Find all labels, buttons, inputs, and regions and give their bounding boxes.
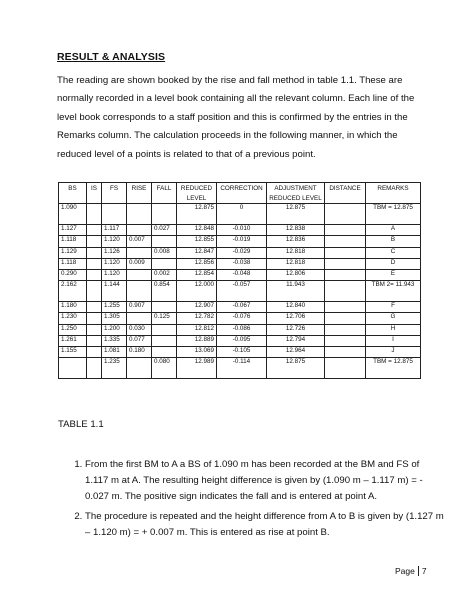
table-cell: [87, 269, 102, 280]
table-cell: [325, 204, 366, 225]
table-cell: [152, 335, 177, 346]
table-cell: [152, 204, 177, 225]
column-header: BS: [59, 183, 87, 204]
table-cell: J: [366, 346, 421, 357]
table-caption: TABLE 1.1: [58, 419, 104, 430]
table-cell: H: [366, 324, 421, 335]
table-cell: [325, 225, 366, 236]
table-row: [59, 313, 421, 324]
table-cell: [87, 358, 102, 379]
table-cell: 1.335: [102, 335, 127, 346]
table-cell: 0.027: [152, 225, 177, 236]
table-row: [59, 302, 421, 313]
table-cell: TBM = 12.875: [366, 204, 421, 225]
procedure-list: [57, 457, 445, 545]
table-cell: 0.854: [152, 281, 177, 302]
table-cell: [87, 313, 102, 324]
table-cell: 12.726: [267, 324, 325, 335]
table-cell: 12.875: [267, 204, 325, 225]
table-cell: 1.305: [102, 313, 127, 324]
table-cell: 12.854: [177, 269, 217, 280]
table-cell: 12.818: [267, 258, 325, 269]
table-cell: [325, 313, 366, 324]
column-header: REMARKS: [366, 183, 421, 204]
table-cell: [325, 324, 366, 335]
table-row: [59, 236, 421, 247]
table-cell: [325, 302, 366, 313]
column-header: FS: [102, 183, 127, 204]
page-label: Page: [395, 566, 415, 576]
table-cell: [102, 204, 127, 225]
table-header-row: [59, 183, 421, 204]
table-cell: 0.180: [127, 346, 152, 357]
table-body: [59, 204, 421, 379]
table-cell: -0.038: [217, 258, 267, 269]
table-cell: 1.235: [102, 358, 127, 379]
table-cell: 1.120: [102, 269, 127, 280]
table-cell: [127, 358, 152, 379]
table-cell: 12.889: [177, 335, 217, 346]
column-header: FALL: [152, 183, 177, 204]
table-cell: [87, 335, 102, 346]
table-cell: 0.008: [152, 247, 177, 258]
section-heading: RESULT & ANALYSIS: [57, 51, 166, 63]
table-cell: 1.127: [59, 225, 87, 236]
table-cell: 0.077: [127, 335, 152, 346]
table-cell: 1.200: [102, 324, 127, 335]
table-cell: [152, 324, 177, 335]
table-row: [59, 335, 421, 346]
table-cell: B: [366, 236, 421, 247]
table-row: [59, 358, 421, 379]
table-cell: 1.155: [59, 346, 87, 357]
table-cell: 1.120: [102, 258, 127, 269]
table-cell: 1.255: [102, 302, 127, 313]
table-cell: [127, 204, 152, 225]
table-cell: [325, 358, 366, 379]
table-cell: [127, 225, 152, 236]
table-cell: [59, 358, 87, 379]
table-row: [59, 281, 421, 302]
table-cell: [152, 346, 177, 357]
table-cell: [325, 346, 366, 357]
table-cell: 1.230: [59, 313, 87, 324]
rise-fall-table: [58, 182, 421, 379]
table-cell: [87, 236, 102, 247]
table-cell: 12.706: [267, 313, 325, 324]
table-cell: 12.000: [177, 281, 217, 302]
table-cell: [325, 269, 366, 280]
table-cell: 12.856: [177, 258, 217, 269]
table-cell: 12.836: [267, 236, 325, 247]
table-cell: 1.118: [59, 236, 87, 247]
table-cell: 12.989: [177, 358, 217, 379]
table-cell: 12.840: [267, 302, 325, 313]
table-cell: I: [366, 335, 421, 346]
table-cell: [127, 247, 152, 258]
table-cell: 12.838: [267, 225, 325, 236]
table-cell: [127, 269, 152, 280]
table-cell: C: [366, 247, 421, 258]
table-cell: 0.030: [127, 324, 152, 335]
table-cell: 1.144: [102, 281, 127, 302]
table-cell: 1.090: [59, 204, 87, 225]
column-header: DISTANCE: [325, 183, 366, 204]
table-cell: [87, 247, 102, 258]
table-row: [59, 258, 421, 269]
table-cell: [87, 302, 102, 313]
table-cell: F: [366, 302, 421, 313]
table-cell: 0.125: [152, 313, 177, 324]
table-cell: [127, 281, 152, 302]
table-cell: -0.067: [217, 302, 267, 313]
table-cell: 0.007: [127, 236, 152, 247]
table-row: [59, 204, 421, 225]
table-cell: 12.782: [177, 313, 217, 324]
table-cell: [152, 258, 177, 269]
table-cell: [325, 281, 366, 302]
table-cell: 1.180: [59, 302, 87, 313]
table-cell: 1.129: [59, 247, 87, 258]
table-cell: -0.010: [217, 225, 267, 236]
table-cell: G: [366, 313, 421, 324]
table-cell: 0.290: [59, 269, 87, 280]
table-cell: -0.105: [217, 346, 267, 357]
table-cell: [87, 346, 102, 357]
table-cell: 1.126: [102, 247, 127, 258]
table-cell: 2.162: [59, 281, 87, 302]
table-cell: 1.261: [59, 335, 87, 346]
table-cell: -0.086: [217, 324, 267, 335]
table-cell: 12.806: [267, 269, 325, 280]
table-cell: [325, 247, 366, 258]
table-cell: 12.875: [177, 204, 217, 225]
table-cell: 1.118: [59, 258, 87, 269]
table-cell: 1.117: [102, 225, 127, 236]
table-cell: 13.069: [177, 346, 217, 357]
table-row: [59, 269, 421, 280]
table-row: [59, 324, 421, 335]
table-cell: 0.009: [127, 258, 152, 269]
table-cell: E: [366, 269, 421, 280]
procedure-step: 1. From the first BM to A a BS of 1.090 m has been recorded at the BM and FS of 1.117 m at A. The resulting height difference is given by (1.090 m – 1.117 m) = - 0.027 m. The positive sign indicates the fall and is entered at point A.: [85, 457, 445, 505]
table-cell: [325, 335, 366, 346]
page-number-value: 7: [421, 566, 427, 576]
table-cell: 0.907: [127, 302, 152, 313]
table-cell: 0.080: [152, 358, 177, 379]
column-header: IS: [87, 183, 102, 204]
table-row: [59, 225, 421, 236]
table-cell: TBM 2= 11.943: [366, 281, 421, 302]
table-cell: [152, 236, 177, 247]
table-cell: -0.057: [217, 281, 267, 302]
column-header: REDUCED LEVEL: [177, 183, 217, 204]
table-cell: D: [366, 258, 421, 269]
table-cell: 12.818: [267, 247, 325, 258]
table-cell: [87, 281, 102, 302]
table-cell: [325, 258, 366, 269]
column-header: RISE: [127, 183, 152, 204]
table-cell: 11.943: [267, 281, 325, 302]
table-cell: [87, 225, 102, 236]
table-cell: -0.076: [217, 313, 267, 324]
table-cell: -0.048: [217, 269, 267, 280]
table-cell: -0.095: [217, 335, 267, 346]
table-cell: 12.855: [177, 236, 217, 247]
table-cell: 12.964: [267, 346, 325, 357]
table-cell: [127, 313, 152, 324]
table-cell: -0.114: [217, 358, 267, 379]
column-header: CORRECTION: [217, 183, 267, 204]
table-cell: [325, 236, 366, 247]
table-cell: 1.250: [59, 324, 87, 335]
table-cell: 12.848: [177, 225, 217, 236]
table-cell: 12.812: [177, 324, 217, 335]
table-cell: [87, 258, 102, 269]
page-separator: [418, 566, 419, 576]
table-cell: 1.081: [102, 346, 127, 357]
table-cell: [87, 204, 102, 225]
page-number: [395, 566, 427, 576]
procedure-step: 2. The procedure is repeated and the height difference from A to B is given by (1.127 m – 1.120 m) = + 0.007 m. This is entered as rise at point B.: [85, 509, 445, 541]
table-cell: 12.875: [267, 358, 325, 379]
table-row: [59, 346, 421, 357]
table-cell: -0.029: [217, 247, 267, 258]
table-cell: 1.120: [102, 236, 127, 247]
table-cell: 12.847: [177, 247, 217, 258]
table-row: [59, 247, 421, 258]
table-cell: -0.019: [217, 236, 267, 247]
table-cell: 0: [217, 204, 267, 225]
table-cell: TBM = 12.875: [366, 358, 421, 379]
table-cell: [152, 302, 177, 313]
table-cell: 12.794: [267, 335, 325, 346]
table-cell: [87, 324, 102, 335]
column-header: ADJUSTMENT REDUCED LEVEL: [267, 183, 325, 204]
intro-paragraph: The reading are shown booked by the rise and fall method in table 1.1. These are normally recorded in a level book containing all the relevant column. Each line of the level book corresponds to a staff position and this is confirmed by the entries in the Remarks column. The calculation proceeds in the following manner, in which the reduced level of a points is related to that of a previous point.: [57, 75, 415, 160]
table-cell: A: [366, 225, 421, 236]
table-cell: 12.907: [177, 302, 217, 313]
table-cell: 0.002: [152, 269, 177, 280]
